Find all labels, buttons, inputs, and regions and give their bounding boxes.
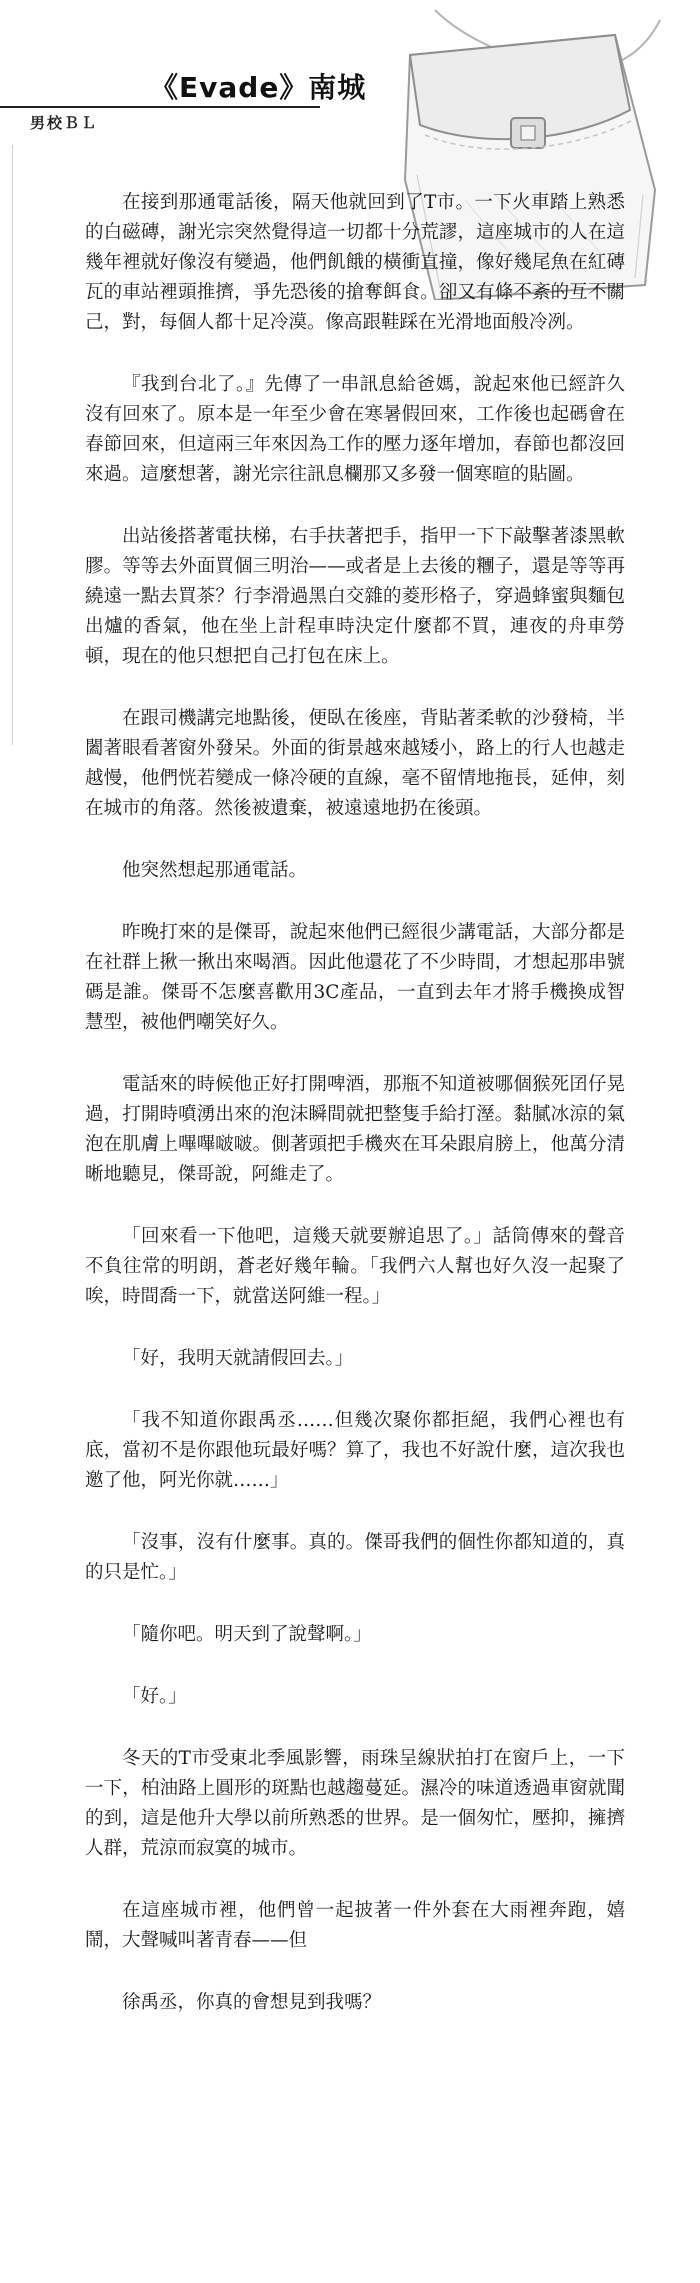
story-paragraph: 「好，我明天就請假回去。」 [122, 1348, 354, 1369]
left-decorative-line [12, 145, 13, 745]
story-paragraph: 在跟司機講完地點後，便臥在後座，背貼著柔軟的沙發椅，半闔著眼看著窗外發呆。外面的街景越來越矮小，路上的行人也越走越慢，他們恍若變成一條冷硬的直線，毫不留情地拖長，延伸，刻在城市的角落。然後被遺棄，被遠遠地扔在後頭。 [85, 708, 625, 819]
title-underline [0, 106, 320, 108]
story-paragraph: 在接到那通電話後，隔天他就回到了T市。一下火車踏上熟悉的白磁磚，謝光宗突然覺得這一切都十分荒謬，這座城市的人在這幾年裡就好像沒有變過，他們飢餓的橫衝直撞，像好幾尾魚在紅磚瓦的車站裡頭推擠，爭先恐後的搶奪餌食。卻又有條不紊的互不關己，對，每個人都十足冷漠。像高跟鞋踩在光滑地面般冷冽。 [85, 192, 625, 333]
story-paragraph: 『我到台北了。』先傳了一串訊息給爸媽，說起來他已經許久沒有回來了。原本是一年至少會在寒暑假回來，工作後也起碼會在春節回來，但這兩三年來因為工作的壓力逐年增加，春節也都沒回來過。這麼想著，謝光宗往訊息欄那又多發一個寒暄的貼圖。 [85, 374, 625, 485]
story-paragraph: 「隨你吧。明天到了說聲啊。」 [122, 1624, 372, 1645]
story-paragraph: 「好。」 [122, 1686, 187, 1707]
story-paragraph: 「回來看一下他吧，這幾天就要辦追思了。」話筒傳來的聲音不負往常的明朗，蒼老好幾年輪。「我們六人幫也好久沒一起聚了唉，時間喬一下，就當送阿維一程。」 [85, 1226, 625, 1307]
story-paragraph: 出站後搭著電扶梯，右手扶著把手，指甲一下下敲擊著漆黑軟膠。等等去外面買個三明治——或者是上去後的糰子，還是等等再繞遠一點去買茶？行李滑過黑白交雜的菱形格子，穿過蜂蜜與麵包出爐的香氣，他在坐上計程車時決定什麼都不買，連夜的舟車勞頓，現在的他只想把自己打包在床上。 [85, 526, 625, 667]
story-paragraph: 冬天的T市受東北季風影響，雨珠呈線狀拍打在窗戶上，一下一下，柏油路上圓形的斑點也越趨蔓延。濕冷的味道透過車窗就聞的到，這是他升大學以前所熟悉的世界。是一個匆忙，壓抑，擁擠人群，荒涼而寂寞的城市。 [85, 1748, 625, 1859]
story-paragraph: 他突然想起那通電話。 [122, 860, 308, 881]
category-label: 男校ＢＬ [30, 114, 99, 132]
story-content [85, 188, 625, 2050]
story-paragraph: 電話來的時候他正好打開啤酒，那瓶不知道被哪個猴死囝仔晃過，打開時噴湧出來的泡沫瞬間就把整隻手給打溼。黏膩冰涼的氣泡在肌膚上嗶嗶啵啵。側著頭把手機夾在耳朵跟肩膀上，他萬分清晰地聽見，傑哥說，阿維走了。 [85, 1074, 625, 1185]
page-title: 《Evade》南城 [150, 71, 367, 104]
story-paragraph: 「沒事，沒有什麼事。真的。傑哥我們的個性你都知道的，真的只是忙。」 [85, 1532, 625, 1583]
story-paragraph: 徐禹丞，你真的會想見到我嗎？ [122, 1992, 382, 2013]
story-paragraph: 「我不知道你跟禹丞……但幾次聚你都拒絕，我們心裡也有底，當初不是你跟他玩最好嗎？算了，我也不好說什麼，這次我也邀了他，阿光你就……」 [85, 1410, 625, 1491]
story-paragraph: 在這座城市裡，他們曾一起披著一件外套在大雨裡奔跑，嬉鬧，大聲喊叫著青春——但 [85, 1900, 625, 1951]
story-paragraph: 昨晚打來的是傑哥，說起來他們已經很少講電話，大部分都是在社群上揪一揪出來喝酒。因此他還花了不少時間，才想起那串號碼是誰。傑哥不怎麼喜歡用3C產品，一直到去年才將手機換成智慧型，被他們嘲笑好久。 [85, 922, 625, 1033]
